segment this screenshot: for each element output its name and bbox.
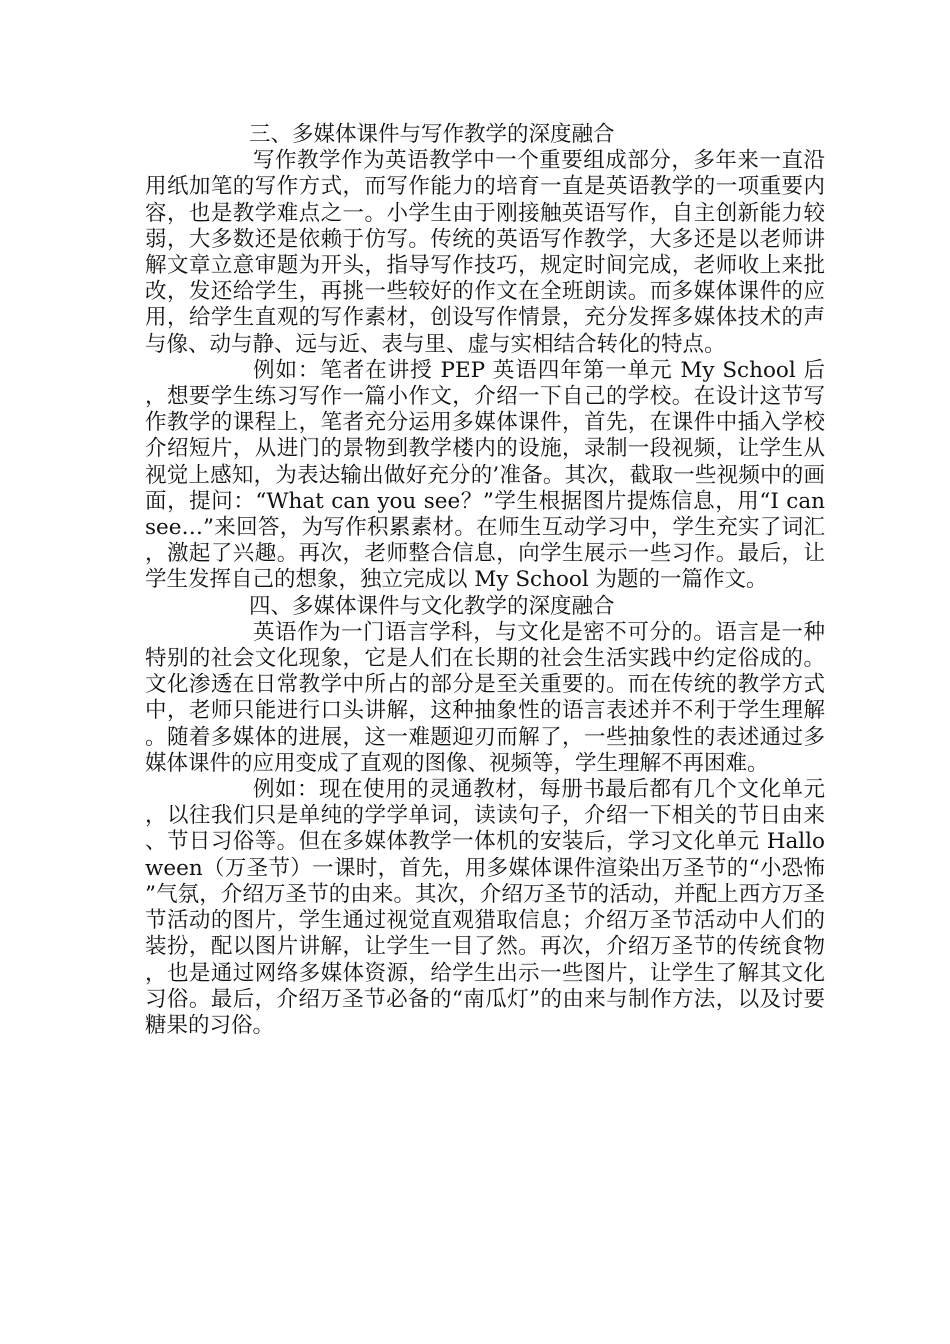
paragraph-writing-intro: 写作教学作为英语教学中一个重要组成部分，多年来一直沿用纸加笔的写作方式，而写作能力的培育一直是英语教学的一项重要内容，也是教学难点之一。小学生由于刚接触英语写作，自主创新能力较弱，大多数还是依赖于仿写。传统的英语写作教学，大多还是以老师讲解文章立意审题为开头，指导写作技巧，规定时间完成，老师收上来批改，发还给学生，再挑一些较好的作文在全班朗读。而多媒体课件的应用，给学生直观的写作素材，创设写作情景，充分发挥多媒体技术的声与像、动与静、远与近、表与里、虚与实相结合转化的特点。 — [145, 148, 825, 357]
paragraph-writing-example: 例如：笔者在讲授 PEP 英语四年第一单元 My School 后，想要学生练习写作一篇小作文，介绍一下自己的学校。在设计这节写作教学的课程上，笔者充分运用多媒体课件，首先，在课件中插入学校介绍短片，从进门的景物到教学楼内的设施，录制一段视频，让学生从视觉上感知，为表达输出做好充分的’准备。其次，截取一些视频中的画面，提问：“What can you see？”学生根据图片提炼信息，用“I can see…”来回答，为写作积累素材。在师生互动学习中，学生充实了词汇，激起了兴趣。再次，老师整合信息，向学生展示一些习作。最后，让学生发挥自己的想象，独立完成以 My School 为题的一篇作文。 — [145, 357, 825, 593]
section-heading-writing: 三、多媒体课件与写作教学的深度融合 — [249, 122, 615, 147]
document-page — [145, 122, 825, 1039]
section-heading-culture: 四、多媒体课件与文化教学的深度融合 — [249, 593, 615, 619]
paragraph-culture-example: 例如：现在使用的灵通教材，每册书最后都有几个文化单元，以往我们只是单纯的学学单词，读读句子，介绍一下相关的节日由来、节日习俗等。但在多媒体教学一体机的安装后，学习文化单元 Halloween（万圣节）一课时，首先，用多媒体课件渲染出万圣节的“小恐怖”气氛，介绍万圣节的由来。其次，介绍万圣节的活动，并配上西方万圣节活动的图片，学生通过视觉直观猎取信息；介绍万圣节活动中人们的装扮，配以图片讲解，让学生一目了然。再次，介绍万圣节的传统食物，也是通过网络多媒体资源，给学生出示一些图片，让学生了解其文化习俗。最后，介绍万圣节必备的“南瓜灯”的由来与制作方法，以及讨要糖果的习俗。 — [145, 777, 825, 1038]
paragraph-culture-intro: 英语作为一门语言学科，与文化是密不可分的。语言是一种特别的社会文化现象，它是人们在长期的社会生活实践中约定俗成的。文化渗透在日常教学中所占的部分是至关重要的。而在传统的教学方式中，老师只能进行口头讲解，这种抽象性的语言表述并不利于学生理解。随着多媒体的进展，这一难题迎刃而解了，一些抽象性的表述通过多媒体课件的应用变成了直观的图像、视频等，学生理解不再困难。 — [145, 619, 825, 776]
